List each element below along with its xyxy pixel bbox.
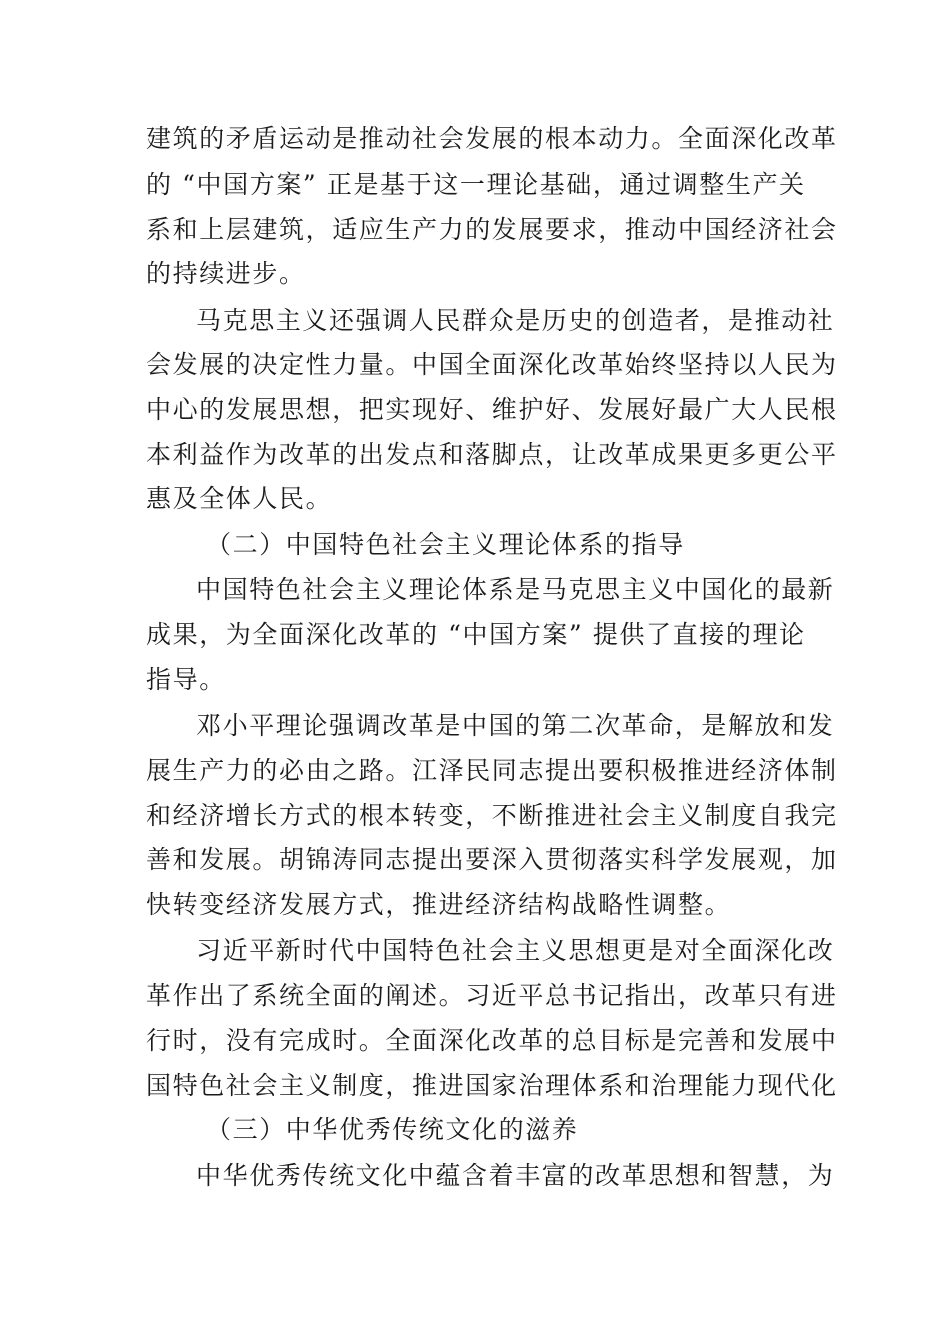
section-heading: （二）中国特色社会主义理论体系的指导 [206, 530, 685, 559]
text-line: 快转变经济发展方式，推进经济结构战略性调整。 [146, 890, 732, 919]
text-line: 的持续进步。 [146, 259, 306, 288]
paragraph-start-line: 习近平新时代中国特色社会主义思想更是对全面深化改 [196, 936, 835, 965]
text-line: 系和上层建筑，适应生产力的发展要求，推动中国经济社会 [146, 215, 838, 244]
paragraph-start-line: 邓小平理论强调改革是中国的第二次革命，是解放和发 [196, 711, 835, 740]
text-line: 成果，为全面深化改革的 “中国方案” 提供了直接的理论 [146, 620, 806, 649]
text-line: 展生产力的必由之路。江泽民同志提出要积极推进经济体制 [146, 756, 838, 785]
text-line: 中心的发展思想，把实现好、维护好、发展好最广大人民根 [146, 395, 838, 424]
text-line: 和经济增长方式的根本转变，不断推进社会主义制度自我完 [146, 801, 838, 830]
text-line: 本利益作为改革的出发点和落脚点，让改革成果更多更公平 [146, 440, 838, 469]
text-line: 指导。 [146, 665, 226, 694]
text-line: 会发展的决定性力量。中国全面深化改革始终坚持以人民为 [146, 350, 838, 379]
text-line: 国特色社会主义制度，推进国家治理体系和治理能力现代化 [146, 1071, 838, 1100]
text-line: 革作出了系统全面的阐述。习近平总书记指出，改革只有进 [146, 981, 838, 1010]
text-line: 善和发展。胡锦涛同志提出要深入贯彻落实科学发展观，加 [146, 845, 838, 874]
section-heading: （三）中华优秀传统文化的滋养 [206, 1115, 579, 1144]
paragraph-start-line: 中国特色社会主义理论体系是马克思主义中国化的最新 [196, 575, 835, 604]
paragraph-start-line: 中华优秀传统文化中蕴含着丰富的改革思想和智慧，为 [196, 1161, 835, 1190]
text-line: 建筑的矛盾运动是推动社会发展的根本动力。全面深化改革 [146, 124, 838, 153]
text-line: 惠及全体人民。 [146, 484, 333, 513]
text-line: 行时，没有完成时。全面深化改革的总目标是完善和发展中 [146, 1026, 838, 1055]
text-line: 的 “中国方案” 正是基于这一理论基础，通过调整生产关 [146, 170, 806, 199]
paragraph-start-line: 马克思主义还强调人民群众是历史的创造者，是推动社 [196, 306, 835, 335]
